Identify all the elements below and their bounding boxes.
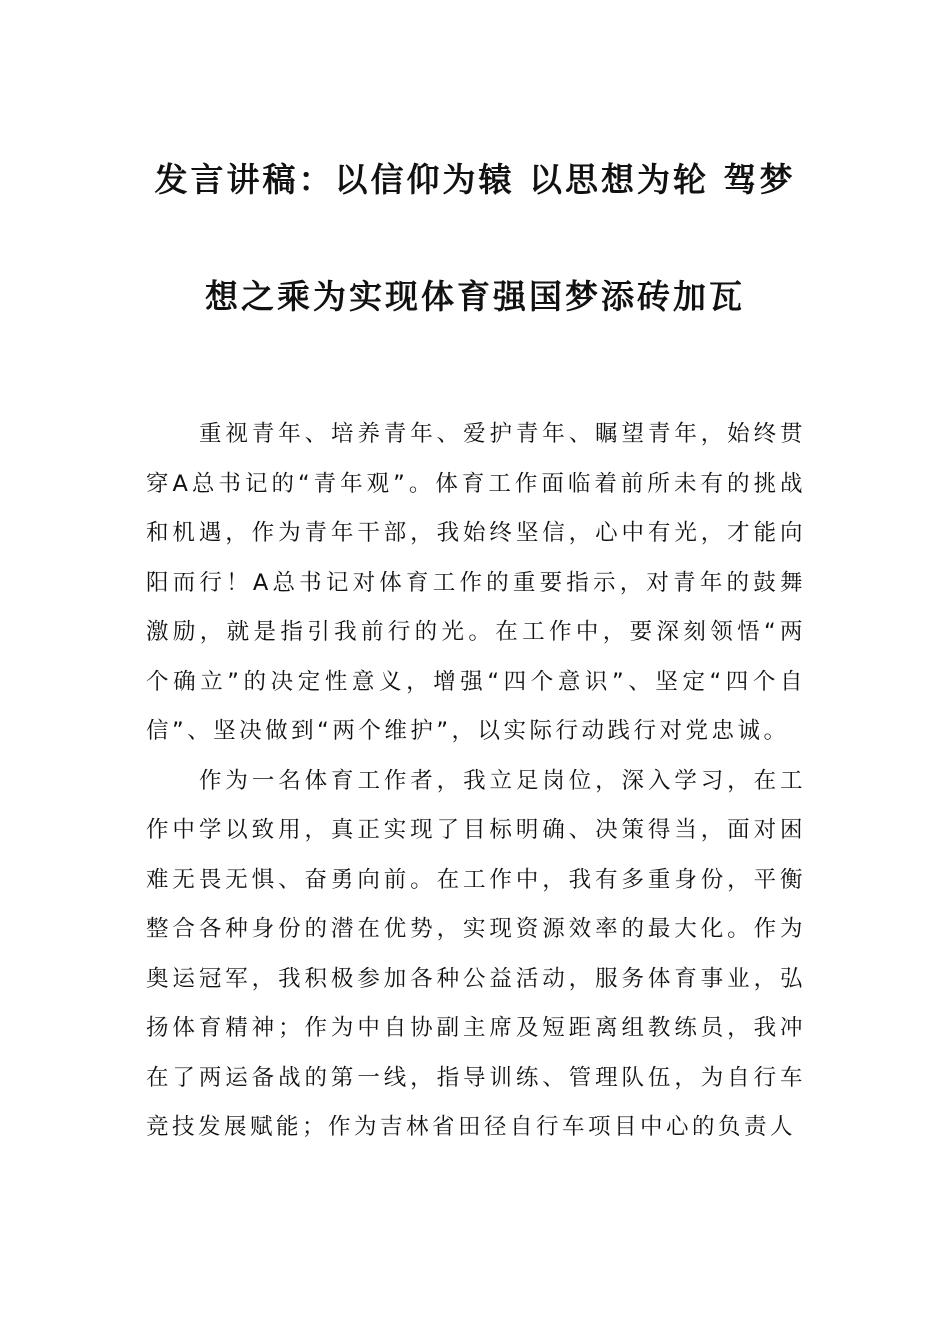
document-title-line-2: 想之乘为实现体育强国梦添砖加瓦 (205, 277, 745, 316)
body-paragraph-2: 作为一名体育工作者，我立足岗位，深入学习，在工作中学以致用，真正实现了目标明确、决策得当，面对困难无畏无惧、奋勇向前。在工作中，我有多重身份，平衡整合各种身份的潜在优势，实现资源效率的最大化。作为奥运冠军，我积极参加各种公益活动，服务体育事业，弘扬体育精神；作为中自协副主席及短距离组教练员，我冲在了两运备战的第一线，指导训练、管理队伍，为自行车竞技发展赋能；作为吉林省田径自行车项目中心的负责人 (146, 767, 806, 1140)
document-title-line-1: 发言讲稿：以信仰为辕 以思想为轮 驾梦 (154, 160, 796, 199)
document-body (146, 410, 806, 1153)
body-paragraph-1: 重视青年、培养青年、爱护青年、瞩望青年，始终贯穿A总书记的“青年观”。体育工作面临着前所未有的挑战和机遇，作为青年干部，我始终坚信，心中有光，才能向阳而行！A总书记对体育工作的重要指示，对青年的鼓舞激励，就是指引我前行的光。在工作中，要深刻领悟“两个确立”的决定性意义，增强“四个意识”、坚定“四个自信”、坚决做到“两个维护”，以实际行动践行对党忠诚。 (146, 421, 806, 744)
